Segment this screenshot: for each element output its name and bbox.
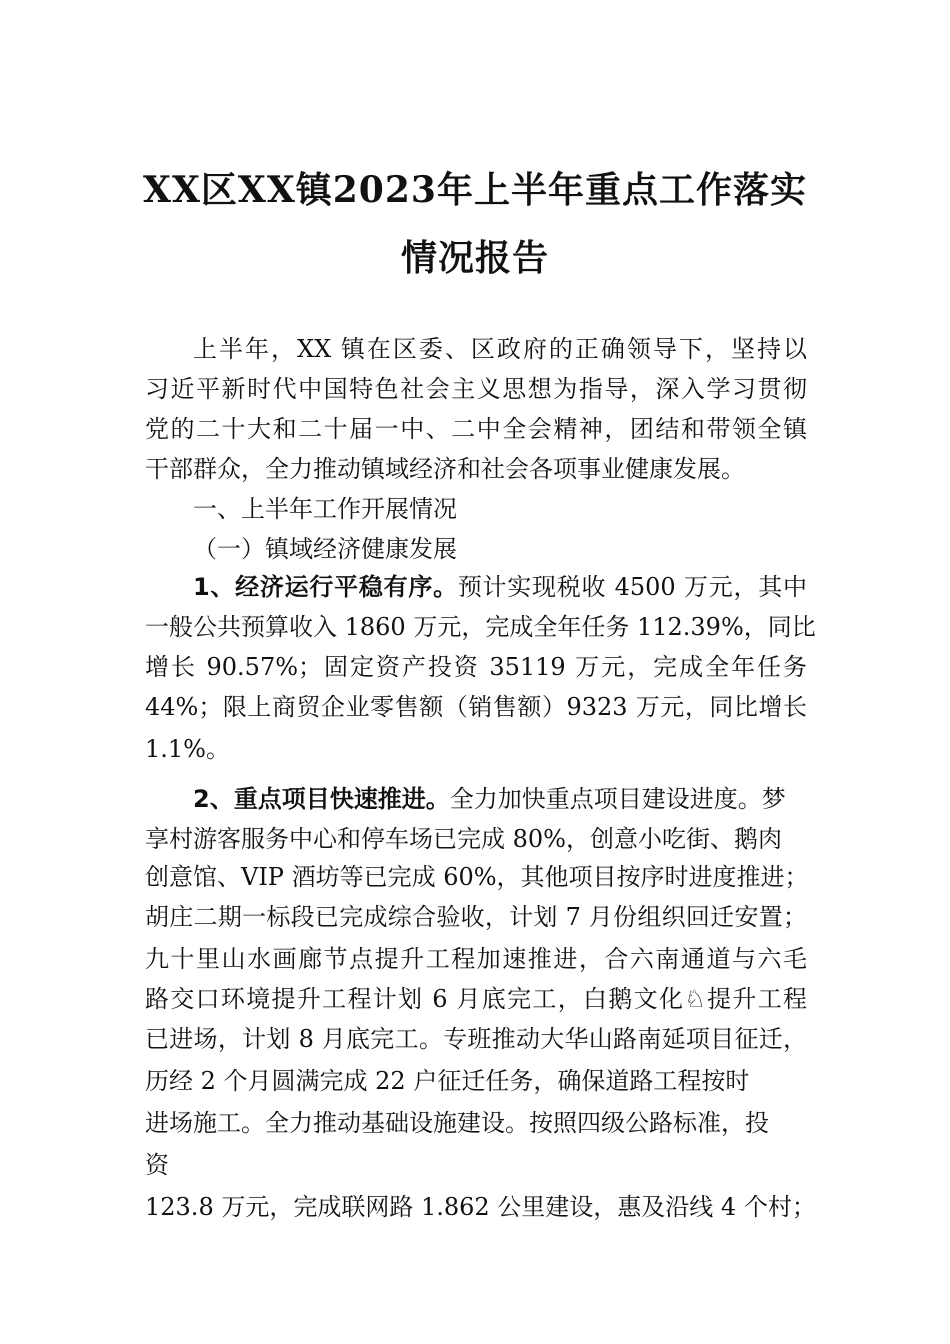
section-2-line-9: 进场施工。全力推动基础设施建设。按照四级公路标准，投 — [145, 1109, 769, 1137]
section-2-first-line — [193, 784, 786, 814]
section-1-line-5: 1.1%。 — [145, 735, 230, 763]
section-1-line-4: 44%；限上商贸企业零售额（销售额）9323 万元，同比增长 — [145, 693, 807, 721]
intro-line-3: 党的二十大和二十届一中、二中全会精神，团结和带领全镇 — [145, 415, 807, 443]
section-2-line-2: 享村游客服务中心和停车场已完成 80%，创意小吃街、鹅肉 — [145, 825, 782, 853]
section-heading-level-1: 一、上半年工作开展情况 — [193, 495, 457, 523]
document-title-line-1: XX区XX镇2023年上半年重点工作落实 — [143, 169, 807, 211]
section-heading-level-2: （一）镇域经济健康发展 — [193, 535, 457, 563]
section-1-line-2: 一般公共预算收入 1860 万元，完成全年任务 112.39%，同比 — [145, 613, 816, 641]
intro-line-2: 习近平新时代中国特色社会主义思想为指导，深入学习贯彻 — [145, 375, 807, 403]
intro-line-1: 上半年，XX 镇在区委、区政府的正确领导下，坚持以 — [193, 335, 807, 363]
section-2-line-11: 123.8 万元，完成联网路 1.862 公里建设，惠及沿线 4 个村； — [145, 1193, 816, 1221]
section-2-line-4: 胡庄二期一标段已完成综合验收，计划 7 月份组织回迁安置； — [145, 903, 807, 931]
section-2-line-8: 历经 2 个月圆满完成 22 户征迁任务，确保道路工程按时 — [145, 1067, 750, 1095]
section-2-line-7: 已进场，计划 8 月底完工。专班推动大华山路南延项目征迁， — [145, 1025, 807, 1053]
section-1-heading: 1、经济运行平稳有序。 — [193, 573, 458, 601]
section-1-line-3: 增长 90.57%；固定资产投资 35119 万元，完成全年任务 — [145, 653, 807, 681]
intro-line-4: 干部群众，全力推动镇域经济和社会各项事业健康发展。 — [145, 455, 745, 483]
section-2-heading: 2、重点项目快速推进。 — [193, 785, 450, 813]
section-2-lead: 全力加快重点项目建设进度。梦 — [449, 785, 786, 813]
section-2-line-5: 九十里山水画廊节点提升工程加速推进，合六南通道与六毛 — [145, 945, 807, 973]
document-title-line-2: 情况报告 — [400, 237, 549, 279]
section-2-line-10: 资 — [145, 1151, 169, 1179]
section-2-line-3: 创意馆、VIP 酒坊等已完成 60%，其他项目按序时进度推进； — [145, 863, 809, 891]
section-1-first-line — [193, 572, 807, 602]
section-2-line-6: 路交口环境提升工程计划 6 月底完工，白鹅文化♘提升工程 — [145, 985, 807, 1013]
section-1-lead: 预计实现税收 4500 万元，其中 — [457, 573, 807, 601]
